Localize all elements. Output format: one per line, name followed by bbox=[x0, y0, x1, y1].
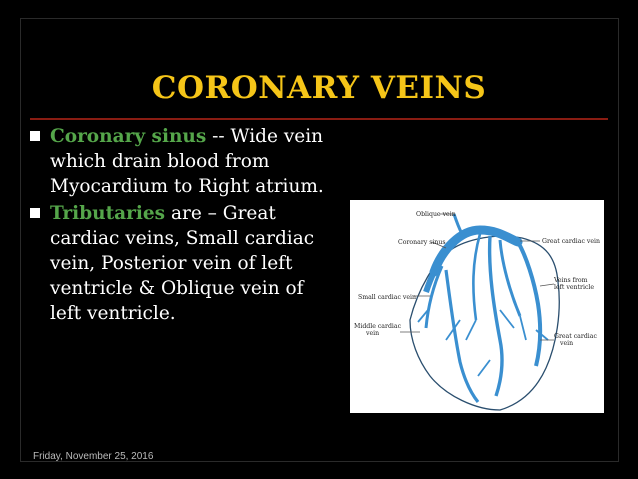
bullet-list bbox=[26, 124, 326, 328]
label-coronary-sinus: Coronary sinus bbox=[398, 239, 446, 246]
lv-vein-2 bbox=[490, 236, 502, 396]
lv-vein-3 bbox=[473, 234, 480, 320]
bullet-term: Tributaries bbox=[50, 203, 166, 224]
bullet-term: Coronary sinus bbox=[50, 126, 207, 147]
label-middle-cardiac: Middle cardiac bbox=[354, 323, 402, 330]
heart-veins-illustration bbox=[350, 200, 604, 413]
label-great-cardiac-bottom: Great cardiac bbox=[554, 333, 597, 340]
label-left-ventricle: left ventricle bbox=[554, 284, 595, 291]
bullet-text: are – Great cardiac veins, Small cardiac vein, Posterior vein of left ventricle & Oblique vein of left ventricle. bbox=[50, 203, 315, 324]
label-veins-from: Veins from bbox=[554, 277, 588, 284]
bullet-tributaries bbox=[26, 201, 326, 326]
square-bullet-icon bbox=[30, 131, 40, 141]
slide-title: CORONARY VEINS bbox=[151, 70, 487, 106]
label-great-cardiac-top: Great cardiac vein bbox=[542, 238, 600, 245]
label-great-cardiac-bottom-vein: vein bbox=[560, 340, 574, 347]
label-oblique-vein: Oblique vein bbox=[416, 211, 456, 218]
square-bullet-icon bbox=[30, 208, 40, 218]
label-middle-cardiac-vein: vein bbox=[366, 330, 380, 337]
date-footer: Friday, November 25, 2016 bbox=[33, 451, 154, 462]
branch bbox=[418, 310, 548, 376]
bullet-coronary-sinus bbox=[26, 124, 326, 199]
heart-outline bbox=[410, 236, 559, 410]
great-cardiac-vein-vessel bbox=[518, 242, 540, 366]
lv-vein-1 bbox=[500, 240, 520, 316]
label-small-cardiac: Small cardiac vein bbox=[358, 294, 417, 301]
title-divider bbox=[30, 118, 608, 120]
bullet-text: -- Wide vein which drain blood from Myocardium to Right atrium. bbox=[50, 126, 324, 197]
